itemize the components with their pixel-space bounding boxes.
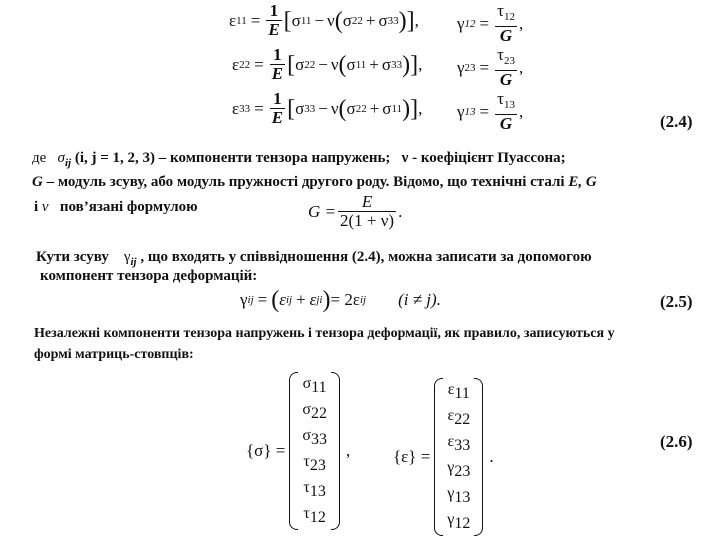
equation-2-5 [240,288,441,312]
sym: ε [447,407,455,424]
minus: − [318,54,328,74]
bracket-open: [ [283,7,292,34]
eps-symbol: ε [229,10,237,30]
paren-open: ( [338,95,347,122]
plus: + [365,10,376,30]
numerator: E [361,192,373,211]
denominator: G [495,114,517,133]
strain-eq-11 [229,2,419,39]
minus: − [318,98,328,118]
text: - коефіцієнт Пуассона; [412,150,566,166]
G-equals: G = [308,201,336,221]
paren-open: ( [271,287,280,313]
rhs: = 2ε [330,290,360,309]
equals: = [250,10,261,30]
sym: τ [303,453,310,470]
sigma: σ [295,54,305,74]
denominator: E [268,20,280,39]
text: , що входять у співвідношення (2.4), можна записати за допомогою [140,249,592,265]
tau: τ [497,89,504,108]
sigma-column-vector [246,372,350,530]
paren-open: ( [334,7,343,34]
shear-eq-12 [457,2,523,45]
comma: , [518,101,524,121]
comma: , [518,57,524,77]
para2-line2: компонент тензора деформацій: [40,268,258,284]
fraction [495,2,517,45]
sub: 22 [454,411,471,428]
condition: (i ≠ j). [398,290,441,309]
sym: σ [302,427,311,444]
sub: 22 [351,14,363,27]
para2-line1 [36,249,592,268]
sub: 13 [454,489,471,506]
sub: 11 [311,379,327,396]
sub: 11 [454,385,470,402]
eps-items [443,379,474,535]
fraction [270,46,285,83]
sigma: σ [342,10,352,30]
numerator: 1 [273,45,282,64]
fraction [338,193,396,230]
strain-eq-33 [232,90,422,127]
equation-number-2-5: (2.5) [660,292,693,311]
item [303,503,325,529]
sub: 22 [355,102,367,115]
sub: 22 [304,58,316,71]
period: . [489,447,494,466]
sym: τ [303,505,310,522]
nu: ν [330,54,339,74]
tau: τ [497,1,504,20]
minus: − [314,10,325,30]
comma: , [345,441,351,460]
brace-left [289,372,298,530]
sub: 12 [503,11,515,23]
numerator [495,46,517,70]
EG-symbols: E, G [568,174,597,190]
item [302,425,327,451]
text: Кути зсуву [36,249,109,265]
item [302,399,327,425]
comma: , [518,13,524,33]
fraction [495,90,517,133]
brace-right [474,378,483,536]
para3-line1: Незалежні компоненти тензора напружень і тензора деформації, як правило, записуються у [34,326,615,341]
period: . [398,201,403,221]
equals: = [254,98,264,118]
para3-line2: формі матриць-стовпців: [34,347,194,362]
fraction [270,90,285,127]
sigma-symbol: σ [57,150,65,166]
paren-close: ) [402,95,411,122]
denominator: G [495,26,517,45]
sub: 12 [464,17,476,30]
bracket-close: ] [410,51,419,78]
eps-symbol: ε [232,54,240,74]
sub: 22 [239,58,251,71]
item [447,405,470,431]
equals: = [479,57,490,77]
sub: 11 [300,14,312,27]
sym: γ [447,485,455,502]
G-symbol: G [32,174,43,190]
paren-close: ) [402,51,411,78]
sym: σ [302,375,312,392]
para1-line2 [32,174,597,191]
item [303,451,325,477]
numerator [495,2,517,26]
item [303,477,325,503]
eps-column-vector [393,378,494,536]
para1-line1 [32,150,566,169]
brace-right [331,372,340,530]
brace-left [434,378,443,536]
sub: ij [130,256,137,268]
word-de: де [32,150,47,166]
sym: σ [302,401,311,418]
sub: 22 [310,405,327,422]
sub: 33 [310,431,327,448]
gamma: γ [240,290,248,309]
sym: τ [303,479,310,496]
equation-number-2-4: (2.4) [660,112,693,131]
numerator: 1 [269,1,279,20]
nu: ν [330,98,339,118]
sigma: σ [295,98,305,118]
sub: 12 [454,515,471,532]
sub: ij [285,294,293,306]
eps: ε [309,290,317,309]
sigma: σ [381,54,392,74]
sub: 33 [391,58,403,71]
formula-G [308,193,402,230]
tau: τ [497,45,504,64]
sigma-items [298,373,331,529]
sub: ij [64,157,72,169]
gamma: γ [457,101,465,121]
plus: + [369,54,379,74]
text: пов’язані формулою [59,199,198,215]
nu-symbol: ν [41,199,49,215]
sub: 23 [309,457,326,474]
item [447,457,470,483]
sigma: σ [346,98,356,118]
eps: ε [279,290,286,309]
paren-close: ) [322,287,331,313]
para1-line3 [34,199,198,216]
sym: γ [447,459,455,476]
sub: 13 [503,99,515,111]
sub: 11 [355,58,367,71]
item [447,483,470,509]
comma: , [414,10,419,30]
sub: 23 [503,55,515,67]
bracket-open: [ [287,95,296,122]
paren-open: ( [338,51,347,78]
paren-close: ) [398,7,407,34]
gamma: γ [457,57,465,77]
sigma: σ [382,98,392,118]
item [448,379,470,405]
sym: ε [447,381,455,398]
bracket-close: ] [410,95,419,122]
comma: , [418,54,423,74]
sub: ij [247,294,254,306]
sub: ji [316,294,323,306]
equals: = [479,13,490,33]
shear-eq-23 [457,46,523,89]
sub: ij [359,294,367,306]
sub: 23 [464,61,476,74]
text: – модуль зсуву, або модуль пружності другого роду. Відомо, що технічні сталі [46,174,565,190]
item [303,373,327,399]
sub: 33 [387,14,399,27]
fraction [266,2,281,39]
sub: 11 [236,14,247,27]
sub: 23 [454,463,471,480]
sub: 11 [391,102,403,115]
text: (i, j = 1, 2, 3) – компоненти тензора напружень; [74,150,391,166]
gamma: γ [457,13,465,33]
sym: γ [447,511,455,528]
equals: = [479,101,490,121]
sub: 33 [239,102,251,115]
eps-vector-label: {ε} = [393,447,431,466]
numerator [495,90,517,114]
sub: 33 [454,437,471,454]
sub: 33 [304,102,316,115]
gamma-symbol: γ [123,249,131,265]
sub: 12 [309,509,326,526]
sub: 13 [309,483,326,500]
bracket-close: ] [406,7,415,34]
comma: , [418,98,423,118]
plus: + [369,98,380,118]
item [447,431,470,457]
nu-symbol: ν [401,150,409,166]
plus: + [296,290,306,309]
eps-symbol: ε [232,98,240,118]
equation-number-2-6: (2.6) [660,432,693,451]
numerator: 1 [273,89,282,108]
item [447,509,470,535]
strain-eq-22 [232,46,422,83]
sigma-vector-label: {σ} = [246,441,286,460]
sym: ε [447,433,455,450]
nu: ν [327,10,335,30]
equals: = [254,54,264,74]
sigma: σ [346,54,356,74]
denominator: G [495,70,517,89]
denominator: E [271,108,284,127]
word-i: і [34,199,39,215]
equals: = [257,290,268,309]
bracket-open: [ [287,51,296,78]
fraction [495,46,517,89]
sub: 13 [464,105,476,118]
shear-eq-13 [457,90,523,133]
sigma: σ [291,10,301,30]
denominator: 2(1 + ν) [340,211,395,230]
sigma: σ [378,10,388,30]
denominator: E [271,64,284,83]
